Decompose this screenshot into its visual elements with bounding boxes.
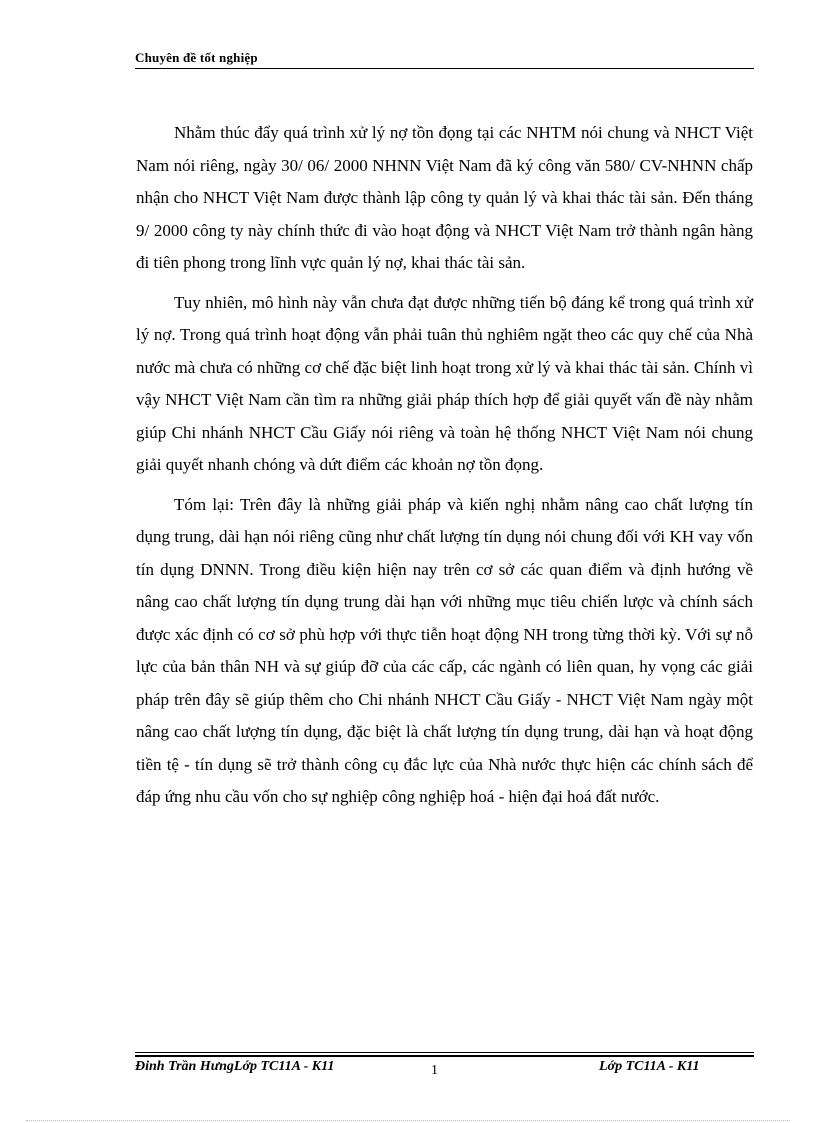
header-rule: [135, 68, 754, 69]
paragraph-2: Tuy nhiên, mô hình này vẫn chưa đạt được những tiến bộ đáng kể trong quá trình xử lý nợ. Trong quá trình hoạt động vẫn phải tuân thủ nghiêm ngặt theo các quy chế của Nhà nước mà chưa có những cơ chế đặc biệt linh hoạt trong xử lý và khai thác tài sản. Chính vì vậy NHCT Việt Nam cần tìm ra những giải pháp thích hợp để giải quyết vấn đề này nhằm giúp Chi nhánh NHCT Cầu Giấy nói riêng và toàn hệ thống NHCT Việt Nam nói chung giải quyết nhanh chóng và dứt điểm các khoản nợ tồn đọng.: [136, 292, 753, 474]
page-number: 1: [431, 1063, 438, 1078]
paragraph-1: Nhằm thúc đẩy quá trình xử lý nợ tồn đọng tại các NHTM nói chung và NHCT Việt Nam nói riêng, ngày 30/ 06/ 2000 NHNN Việt Nam đã ký công văn 580/ CV-NHNN chấp nhận cho NHCT Việt Nam được thành lập công ty quản lý và khai thác tài sản. Đến tháng 9/ 2000 công ty này chính thức đi vào hoạt động và NHCT Việt Nam trở thành ngân hàng đi tiên phong trong lĩnh vực quản lý nợ, khai thác tài sản.: [136, 123, 753, 272]
page-header-title: Chuyên đề tốt nghiệp: [135, 50, 258, 65]
page-edge-divider: [26, 1120, 790, 1121]
footer-author: Đinh Trần HưngLớp TC11A - K11: [135, 1059, 335, 1074]
paragraph-3: Tóm lại: Trên đây là những giải pháp và kiến nghị nhằm nâng cao chất lượng tín dụng trung, dài hạn nói riêng cũng như chất lượng tín dụng nói chung đối với KH vay vốn tín dụng DNNN. Trong điều kiện hiện nay trên cơ sở các quan điểm và định hướng về nâng cao chất lượng tín dụng trung dài hạn với những mục tiêu chiến lược và chính sách được xác định có cơ sở phù hợp với thực tiễn hoạt động NH trong từng thời kỳ. Với sự nỗ lực của bản thân NH và sự giúp đỡ của các cấp, các ngành có liên quan, hy vọng các giải pháp trên đây sẽ giúp thêm cho Chi nhánh NHCT Cầu Giấy - NHCT Việt Nam ngày một nâng cao chất lượng tín dụng, đặc biệt là chất lượng tín dụng trung, dài hạn và hoạt động tiền tệ - tín dụng sẽ trở thành công cụ đắc lực của Nhà nước thực hiện các chính sách để đáp ứng nhu cầu vốn cho sự nghiệp công nghiệp hoá - hiện đại hoá đất nước.: [136, 494, 753, 806]
footer-rule-thin: [135, 1052, 754, 1053]
body-text: [136, 117, 753, 821]
footer-rule-thick: [135, 1055, 754, 1057]
footer-class-label: Lớp TC11A - K11: [599, 1059, 700, 1074]
